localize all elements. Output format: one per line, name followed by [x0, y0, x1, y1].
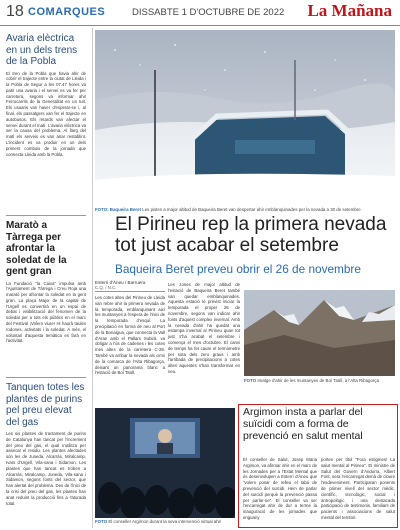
caption-text: Les pistes a major altitud de Baqueira Beret van despertar ahir emblanquinades per la nevada a 30 de setembre: [142, 207, 361, 212]
caption-label: FOTO: [95, 519, 108, 524]
column-divider: [92, 28, 93, 528]
byline-author: C.Q. / N.C.: [95, 285, 165, 292]
brief-body: El tren de la Pobla que havia ahir de cobrir el trajecte entre la ciutat de Lleida i la Pobla de Segur a les 07.47 hores va patir una avaria i el servei es va fer per carretera, segons va informar ahir Ferrocarrils de la Generalitat en un tuit. Els usuaris van haver d'esperar-se i, al final, els passatgers van fer el trajecte en autobusos. Els retards van afectar el servei durant el matí. L'avaria elèctrica va ser la causa del problema. Al llarg del matí els serveis es van anar restablint. L'incident es va produir en un dels primers combois de la jornada que connecta Lleida amb la Pobla.: [6, 70, 86, 157]
boxed-article: [238, 404, 398, 528]
snow-ski-lift-photo: [95, 30, 395, 206]
page-number: 18: [6, 3, 24, 20]
boxed-column-2: porten per títol "Fora estigmes! La salut mental al Pirineu". El ministre de Salut del Govern d'Andorra, Albert Font, sera l'encarregat demà de cloure l'esdeveniment. Participaran ponents de primer nivell del sector mèdic, científic, tecnològic, social i antropològic i una destacada participació de testimonis, familiars de pacients i associacions de salut mental del territori.: [321, 457, 395, 520]
conference-photo-caption: [95, 519, 235, 524]
brief-headline: Avaria elèctrica en un dels trens de la Pobla: [6, 33, 78, 67]
brief-train-outage: [6, 33, 86, 157]
byline-location: Esterri d'Àneu / Barruera: [95, 280, 146, 285]
main-headline: El Pirineu rep la primera nevada tot just acabar el setembre: [115, 214, 387, 257]
brief-body: La Fundació "la Caixa" impulsa amb l'Ajuntament de Tàrrega i Creu Roja una maratò per afrontar la soledat en la gent gran. La plaça Major de la capital de l'Urgell es convertirà en un espai de debat i visibilització del fenomen de la soledat per a tots els públics en el marc del Festival ¡Volem viure! Hi haurà taules rodones, activitats i la soledat. A més, el voluntari d'aquesta temàtica es farà en l'activitat.: [6, 280, 86, 344]
caption-label: FOTO: [244, 378, 257, 383]
main-subheadline: Baqueira Beret preveu obrir el 26 de novembre: [115, 262, 361, 276]
caption-text: El conseller Argimon durant la seva intervenció virtual ahir: [108, 519, 222, 524]
article-column-1: Les cotes altes del Pirineu de Lleida van rebre ahir la primera nevada de la temporada, emblanquinant així les muntanyes a l'espera de l'inici de la temporada d'esquí. La precipitació en forma de neu al Port de la Bonaigua, que connecta la Vall d'Aran amb el Pallars Sobirà, va obligar a l'ús de cadenes i les cotes més altes de la carretera C-28. També va arribar la nevada als cims de la comarca de l'Alta Ribagorça, deixant un panorama blanc a l'estació de Boí Taüll.: [95, 295, 165, 376]
brief-headline: Tanquen totes les plantes de purins pel preu elevat del gas: [6, 382, 85, 428]
conference-photo: [95, 408, 235, 518]
publication-date: DISSABTE 1 D'OCTUBRE DE 2022: [132, 7, 285, 18]
brief-body: Les sis plantes de tractament de purins de Catalunya han tancat per l'increment del preu del gas, el qual s'utilitza per assecar el residu. Les plantes afectades són les de Juneda, Alcarràs, Miralcamp, Ivars d'Urgell, Vila-sana i Sidamon. Les plantes que han tancat es troben a Alcarràs, Miralcamp, Juneda, Vila-sana i Sidamon, segons fonts del sector, que han alertat del problema. Des de l'inici de la crisi del preu del gas, les plantes han anat reduint la producció fins a l'aturada total.: [6, 431, 86, 506]
newspaper-logo: La Mañana: [307, 1, 392, 20]
brief-headline: Maratò a Tàrrega per afrontar la soledat de la gent gran: [6, 220, 67, 277]
caption-label: FOTO: Baqueira Beret: [95, 207, 142, 212]
side-photo-caption: [244, 378, 395, 383]
section-title: COMARQUES: [28, 6, 106, 18]
briefs-column: [0, 27, 90, 530]
brief-purins-plants: [6, 382, 86, 506]
article-column-2: Les zones de major altitud de l'estació de Baqueira Beret també van quedar emblanquinades. Aquesta estació té previst iniciar la temporada el proper 26 de novembre, segons van indicar ahir fonts d'aquest complex invernal. Amb la nevada d'ahir ha quedat una estampa invernal al Pirineu quan tot just s'ha acabat el setembre i comença el mes d'octubre. El canvi de temps ha fet caure el termòmetre per sota dels zero graus i amb l'arribada de precipitacions a cotes altes aquestes s'han transformat en neu.: [168, 282, 240, 374]
byline: [95, 280, 165, 292]
brief-maraton-tarrega: [6, 220, 86, 344]
divider: [6, 377, 86, 378]
caption-text: Imatge d'ahir de les muntanyes de Boí Taüll, a l'Alta Ribagorça: [257, 378, 380, 383]
mountain-photo: [244, 290, 395, 376]
boxed-column-1: El conseller de Salut, Josep Maria Argimon, va afirmar ahir en el marc de les Jornades per a l'Estat Mental que és desenvolupen a Esterri d'Àneu que "volem posar de relleu el tabú de prevenció del suïcidi. Hem de parlar del suïcidi perquè la prevenció passa per parlar-ne". El conseller va ser l'encarregat ahir de dur a terme la inauguració de les jornades que enguany: [243, 457, 317, 520]
main-photo-caption: [95, 207, 395, 212]
page-header: [0, 0, 400, 26]
divider: [6, 215, 86, 216]
boxed-headline: Argimon insta a parlar del suïcidi com a forma de prevenció en salut mental: [243, 406, 363, 442]
